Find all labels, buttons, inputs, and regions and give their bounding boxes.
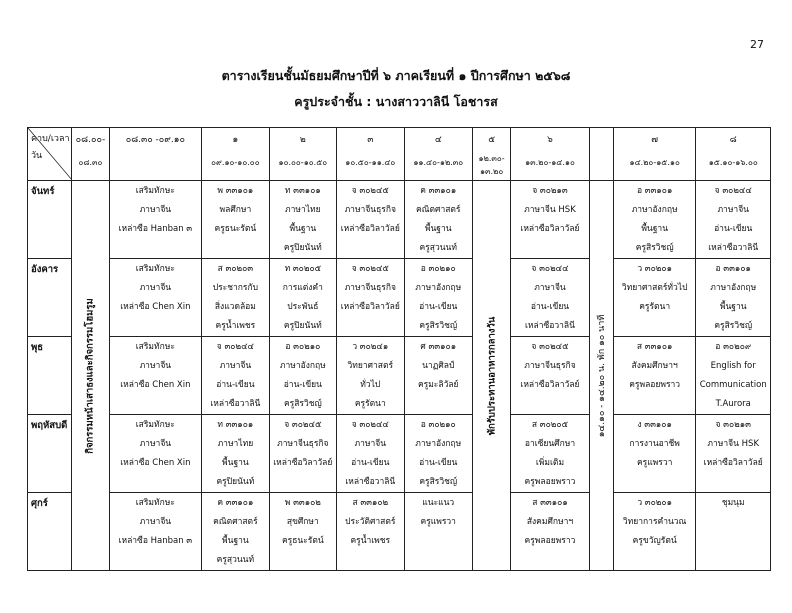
- schedule-cell: [696, 181, 771, 259]
- day-row-thursday: [28, 415, 771, 493]
- corner-header: [28, 128, 72, 181]
- header-period: ๓: [367, 135, 374, 145]
- header-period-2: [269, 128, 336, 181]
- schedule-line: ทั่วไป: [360, 380, 381, 390]
- schedule-line: เหล่าซือ Chen Xin: [120, 380, 191, 390]
- timetable-title: ตารางเรียนชั้นมัธยมศึกษาปีที่ ๖ ภาคเรียนที่ ๑ ปีการศึกษา ๒๕๖๘: [221, 68, 571, 83]
- schedule-line: ว ๓๐๒๐๑: [637, 498, 672, 508]
- header-homeroom: [72, 128, 109, 181]
- schedule-line: ง ๓๓๑๐๑: [637, 420, 672, 430]
- schedule-line: ครูธนะรัตน์: [214, 224, 257, 234]
- schedule-line: วิทยาศาสตร์ทั่วไป: [621, 283, 688, 293]
- schedule-line: อ ๓๐๒๑๐: [285, 342, 321, 352]
- schedule-line: ครูแพรวา: [420, 517, 456, 527]
- schedule-line: อ ๓๓๑๐๑: [636, 186, 673, 196]
- schedule-cell: [202, 337, 269, 415]
- schedule-line: จ ๓๐๒๔๕: [351, 186, 389, 196]
- schedule-line: ครูน้ำเพชร: [215, 321, 256, 331]
- timetable: [27, 127, 771, 571]
- schedule-cell: [269, 259, 336, 337]
- schedule-cell: [202, 415, 269, 493]
- lunch-break-label: พักรับประทานอาหารกลางวัน: [486, 316, 498, 435]
- schedule-cell: [404, 181, 472, 259]
- schedule-line: Communication: [699, 380, 767, 390]
- schedule-line: ครูสิรวิชญ์: [419, 477, 458, 487]
- schedule-line: การงานอาชีพ: [629, 439, 680, 449]
- lunch-break-cell: [472, 181, 510, 571]
- schedule-cell: [696, 493, 771, 571]
- schedule-line: ส ๓๓๑๐๑: [636, 342, 673, 352]
- schedule-line: จ ๓๐๒๔๕: [351, 264, 389, 274]
- schedule-cell: [511, 415, 590, 493]
- schedule-cell: [696, 259, 771, 337]
- header-time: ๐๘.๓๐: [78, 158, 103, 167]
- schedule-line: วิทยาศาสตร์: [347, 361, 394, 371]
- schedule-line: ประชากรกับ: [212, 283, 259, 293]
- schedule-line: ครูพลอยพราว: [524, 477, 576, 487]
- schedule-line: ภาษาอังกฤษ: [415, 439, 462, 449]
- day-row-wednesday: [28, 337, 771, 415]
- header-period-1: [202, 128, 269, 181]
- day-row-monday: [28, 181, 771, 259]
- schedule-line: อ ๓๐๒๐๙: [715, 342, 752, 352]
- short-break-label: ๑๔.๑๐ - ๑๔.๒๐ น. พัก ๑๐ นาที: [597, 314, 608, 437]
- header-time: ๑๓.๒๐-๑๔.๑๐: [525, 158, 575, 167]
- header-period: ๐๘.๐๐-: [75, 135, 106, 145]
- schedule-line: เหล่าซือวิลาวัลย์: [273, 458, 333, 468]
- header-skill: [109, 128, 202, 181]
- schedule-line: แนะแนว: [422, 498, 455, 508]
- schedule-line: อาเซียนศึกษา: [524, 439, 576, 449]
- schedule-line: พ ๓๓๑๐๒: [284, 498, 321, 508]
- header-period-4: [404, 128, 472, 181]
- corner-period-label: คาบ/เวลา: [31, 134, 70, 144]
- schedule-line: ภาษาจีนธุรกิจ: [277, 439, 329, 449]
- schedule-cell: [109, 337, 202, 415]
- schedule-line: คณิตศาสตร์: [213, 517, 258, 527]
- schedule-line: ส ๓๓๑๐๒: [352, 498, 389, 508]
- header-time: ๑๐.๐๐-๑๐.๕๐: [278, 158, 328, 167]
- header-time: ๑๒.๓๐- ๑๓.๒๐: [478, 154, 505, 176]
- schedule-line: เสริมทักษะ: [135, 420, 175, 430]
- schedule-line: ภาษาจีนธุรกิจ: [524, 361, 576, 371]
- header-period-7: [613, 128, 696, 181]
- header-period: ๘: [729, 135, 737, 145]
- schedule-line: อ่าน-เขียน: [216, 380, 255, 390]
- schedule-line: เสริมทักษะ: [135, 264, 175, 274]
- schedule-line: เหล่าซือวาลินี: [210, 399, 261, 409]
- schedule-line: ประพันธ์: [287, 302, 319, 312]
- schedule-line: เหล่าซือวาลินี: [345, 477, 396, 487]
- schedule-line: พื้นฐาน: [641, 224, 668, 234]
- schedule-line: ภาษาจีนธุรกิจ: [344, 283, 396, 293]
- schedule-cell: [613, 259, 696, 337]
- header-period: ๖: [547, 135, 553, 145]
- schedule-line: ภาษาจีน: [139, 439, 172, 449]
- schedule-line: ภาษาจีน: [354, 439, 387, 449]
- header-period: ๗: [651, 135, 659, 145]
- header-period-3: [337, 128, 404, 181]
- schedule-line: ส ๓๐๒๐๕: [531, 420, 569, 430]
- header-time: ๑๐.๕๐-๑๑.๔๐: [345, 158, 396, 167]
- corner-day-label: วัน: [31, 151, 43, 161]
- schedule-line: เหล่าซือวิลาวัลย์: [340, 224, 400, 234]
- page-number: 27: [750, 38, 764, 51]
- schedule-line: เสริมทักษะ: [135, 342, 175, 352]
- schedule-line: ว ๓๐๒๔๑: [352, 342, 389, 352]
- schedule-line: ภาษาจีน: [139, 283, 172, 293]
- header-time: ๑๔.๒๐-๑๕.๑๐: [629, 158, 680, 167]
- schedule-cell: [337, 493, 404, 571]
- header-period: ๕: [488, 135, 495, 145]
- schedule-line: อ ๓๐๒๑๐: [420, 264, 456, 274]
- schedule-line: การแต่งคำ: [282, 283, 323, 293]
- schedule-cell: [269, 415, 336, 493]
- schedule-line: เหล่าซือวาลินี: [525, 321, 575, 331]
- schedule-line: พื้นฐาน: [222, 458, 249, 468]
- schedule-line: จ ๓๐๒๔๕: [531, 342, 569, 352]
- header-period: ๐๘.๓๐ -๐๙.๑๐: [125, 135, 185, 145]
- day-name: จันทร์: [28, 181, 72, 259]
- schedule-line: ค ๓๓๑๐๑: [420, 186, 457, 196]
- schedule-line: ท ๓๓๑๐๑: [284, 186, 321, 196]
- schedule-line: จ ๓๐๒๔๔: [216, 342, 254, 352]
- schedule-cell: [269, 337, 336, 415]
- schedule-cell: [404, 259, 472, 337]
- header-period-6: [511, 128, 590, 181]
- schedule-line: ภาษาอังกฤษ: [710, 283, 757, 293]
- schedule-line: ชุมนุม: [721, 498, 745, 508]
- day-name: อังคาร: [28, 259, 72, 337]
- header-period: ๑: [232, 135, 239, 145]
- schedule-line: ส ๓๐๒๐๓: [217, 264, 254, 274]
- schedule-line: ครูสิรวิชญ์: [714, 321, 753, 331]
- schedule-line: เหล่าซือ Hanban ๓: [118, 224, 193, 234]
- schedule-line: ค ๓๓๑๐๑: [217, 498, 254, 508]
- schedule-line: อ่าน-เขียน: [714, 224, 753, 234]
- schedule-line: เหล่าซือ Chen Xin: [120, 458, 191, 468]
- schedule-line: พื้นฐาน: [222, 536, 249, 546]
- day-name: ศุกร์: [28, 493, 72, 571]
- schedule-line: เพิ่มเติม: [535, 458, 565, 468]
- schedule-line: ศ ๓๓๑๐๑: [420, 342, 457, 352]
- schedule-line: เหล่าซือวิลาวัลย์: [703, 458, 763, 468]
- schedule-line: อ่าน-เขียน: [530, 302, 570, 312]
- schedule-line: ภาษาจีน HSK: [524, 205, 576, 215]
- schedule-line: สุขศึกษา: [286, 517, 319, 527]
- schedule-cell: [696, 337, 771, 415]
- schedule-line: ภาษาจีน: [219, 361, 252, 371]
- schedule-line: ครูพลอยพราว: [524, 536, 576, 546]
- schedule-line: ภาษาจีน: [534, 283, 566, 293]
- day-name: พฤหัสบดี: [28, 415, 72, 493]
- schedule-cell: [337, 181, 404, 259]
- schedule-cell: [109, 181, 202, 259]
- schedule-cell: [337, 415, 404, 493]
- schedule-line: เหล่าซือวาลินี: [708, 243, 759, 253]
- schedule-line: เสริมทักษะ: [135, 186, 175, 196]
- schedule-cell: [511, 493, 590, 571]
- schedule-line: ครูขวัญรัตน์: [632, 536, 677, 546]
- schedule-line: จ ๓๐๒๔๕: [284, 420, 322, 430]
- schedule-cell: [511, 181, 590, 259]
- day-row-friday: [28, 493, 771, 571]
- schedule-cell: [613, 493, 696, 571]
- schedule-cell: [337, 337, 404, 415]
- schedule-line: ครูธนะรัตน์: [281, 536, 324, 546]
- schedule-line: ภาษาไทย: [285, 205, 321, 215]
- schedule-line: อ่าน-เขียน: [351, 458, 390, 468]
- schedule-line: อ่าน-เขียน: [419, 302, 458, 312]
- schedule-cell: [109, 415, 202, 493]
- schedule-line: สังคมศึกษาฯ: [526, 517, 574, 527]
- schedule-line: เหล่าซือวิลาวัลย์: [520, 224, 580, 234]
- schedule-line: คณิตศาสตร์: [415, 205, 461, 215]
- schedule-line: ครูปิยนันท์: [283, 321, 322, 331]
- schedule-cell: [337, 259, 404, 337]
- schedule-cell: [404, 493, 472, 571]
- schedule-line: ครูน้ำเพชร: [350, 536, 391, 546]
- schedule-line: สิ่งแวดล้อม: [214, 302, 256, 312]
- schedule-line: จ ๓๐๒๔๔: [531, 264, 569, 274]
- schedule-line: ครูสิรวิชญ์: [283, 399, 322, 409]
- schedule-line: ครูรัตนา: [639, 302, 671, 312]
- day-name: พุธ: [28, 337, 72, 415]
- header-period: ๔: [434, 135, 442, 145]
- homeroom-teacher: ครูประจำชั้น : นางสาววาลินี โอชารส: [294, 94, 498, 109]
- schedule-line: ภาษาอังกฤษ: [631, 205, 678, 215]
- schedule-line: อ ๓๓๑๐๑: [715, 264, 751, 274]
- schedule-cell: [613, 415, 696, 493]
- schedule-line: ครูรัตนา: [354, 399, 386, 409]
- header-time: ๐๙.๑๐-๑๐.๐๐: [211, 158, 260, 167]
- schedule-line: ครูพลอยพราว: [629, 380, 681, 390]
- schedule-line: เหล่าซือ Hanban ๓: [118, 536, 193, 546]
- schedule-cell: [202, 259, 269, 337]
- schedule-line: ภาษาอังกฤษ: [279, 361, 326, 371]
- schedule-cell: [404, 415, 472, 493]
- homeroom-activity-label: กิจกรรมหน้าเสาธงและกิจกรรมโฮมรูม: [84, 297, 96, 454]
- header-break: [589, 128, 613, 181]
- homeroom-activity-cell: [72, 181, 109, 571]
- header-period-5: [472, 128, 510, 181]
- schedule-cell: [404, 337, 472, 415]
- schedule-cell: [511, 259, 590, 337]
- schedule-line: เหล่าซือ Chen Xin: [120, 302, 191, 312]
- schedule-line: ครูสุวนนท์: [216, 555, 255, 565]
- timetable-body: [28, 181, 771, 571]
- schedule-line: นาฏศิลป์: [422, 361, 455, 371]
- schedule-line: อ่าน-เขียน: [419, 458, 458, 468]
- schedule-cell: [613, 337, 696, 415]
- schedule-line: ภาษาจีน: [717, 205, 749, 215]
- schedule-cell: [696, 415, 771, 493]
- schedule-line: ภาษาจีน HSK: [707, 439, 760, 449]
- schedule-line: ครูสิรวิชญ์: [419, 321, 458, 331]
- schedule-line: ครูสิรวิชญ์: [635, 243, 674, 253]
- schedule-line: ประวัติศาสตร์: [345, 517, 396, 527]
- schedule-line: ครูปิยนันท์: [283, 243, 322, 253]
- schedule-line: จ ๓๐๒๑๓: [532, 186, 568, 196]
- schedule-cell: [269, 493, 336, 571]
- schedule-line: ครูแพรวา: [636, 458, 673, 468]
- schedule-cell: [511, 337, 590, 415]
- schedule-cell: [613, 181, 696, 259]
- schedule-line: ภาษาจีนธุรกิจ: [344, 205, 396, 215]
- schedule-line: เหล่าซือวิลาวัลย์: [340, 302, 400, 312]
- schedule-line: พ ๓๓๑๐๑: [217, 186, 254, 196]
- schedule-line: สังคมศึกษาฯ: [631, 361, 678, 371]
- schedule-line: ท ๓๓๑๐๑: [217, 420, 254, 430]
- schedule-line: ภาษาจีน: [139, 517, 172, 527]
- schedule-line: ส ๓๓๑๐๑: [532, 498, 568, 508]
- header-time: ๑๕.๑๐-๑๖.๐๐: [708, 158, 758, 167]
- schedule-line: วิทยาการคำนวณ: [622, 517, 687, 527]
- schedule-line: English for: [710, 361, 756, 371]
- header-period: ๒: [299, 135, 306, 145]
- schedule-cell: [202, 181, 269, 259]
- short-break-cell: [589, 181, 613, 571]
- schedule-line: ภาษาไทย: [217, 439, 254, 449]
- header-period-8: [696, 128, 771, 181]
- schedule-line: ว ๓๐๒๐๑: [637, 264, 672, 274]
- schedule-line: ครูสุวนนท์: [419, 243, 457, 253]
- header-time: ๑๑.๔๐-๑๒.๓๐: [413, 158, 464, 167]
- schedule-line: T.Aurora: [715, 399, 751, 409]
- schedule-line: พื้นฐาน: [424, 224, 452, 234]
- schedule-cell: [109, 493, 202, 571]
- schedule-line: อ ๓๐๒๑๐: [420, 420, 456, 430]
- schedule-line: ภาษาอังกฤษ: [415, 283, 462, 293]
- schedule-line: จ ๓๐๒๔๔: [351, 420, 389, 430]
- schedule-cell: [109, 259, 202, 337]
- schedule-line: เหล่าซือวิลาวัลย์: [520, 380, 580, 390]
- schedule-line: อ่าน-เขียน: [283, 380, 322, 390]
- schedule-line: จ ๓๐๒๑๓: [715, 420, 751, 430]
- schedule-line: พื้นฐาน: [289, 224, 317, 234]
- schedule-line: ภาษาจีน: [139, 361, 172, 371]
- schedule-line: จ ๓๐๒๔๔: [714, 186, 752, 196]
- schedule-line: เสริมทักษะ: [135, 498, 175, 508]
- schedule-line: พื้นฐาน: [719, 302, 747, 312]
- schedule-line: ท ๓๐๒๐๕: [284, 264, 322, 274]
- schedule-line: ภาษาจีน: [139, 205, 172, 215]
- schedule-line: ครูมะลิวัลย์: [417, 380, 459, 390]
- schedule-line: ครูปิยนันท์: [216, 477, 255, 487]
- schedule-cell: [269, 181, 336, 259]
- day-row-tuesday: [28, 259, 771, 337]
- schedule-line: พลศึกษา: [219, 205, 252, 215]
- schedule-cell: [202, 493, 269, 571]
